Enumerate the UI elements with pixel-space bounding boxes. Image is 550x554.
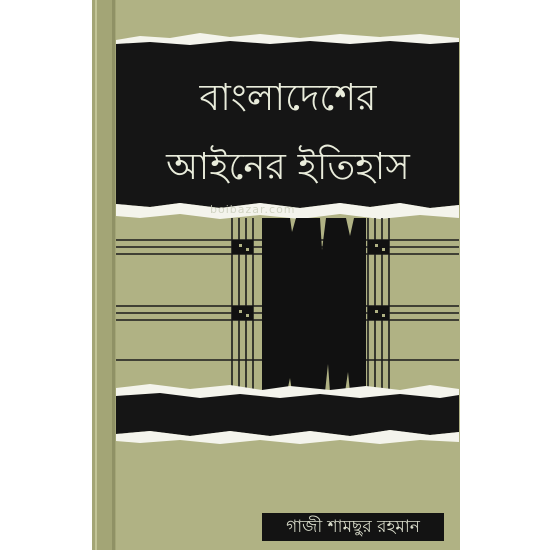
central-block [262, 218, 366, 392]
lower-band [116, 393, 459, 436]
title-line-2: আইনের ইতিহাস [166, 145, 410, 188]
title-line-1: বাংলাদেশের [199, 76, 377, 119]
watermark: boibazar.com [210, 203, 296, 216]
author-label: গাজী শামছুর রহমান [262, 513, 444, 541]
